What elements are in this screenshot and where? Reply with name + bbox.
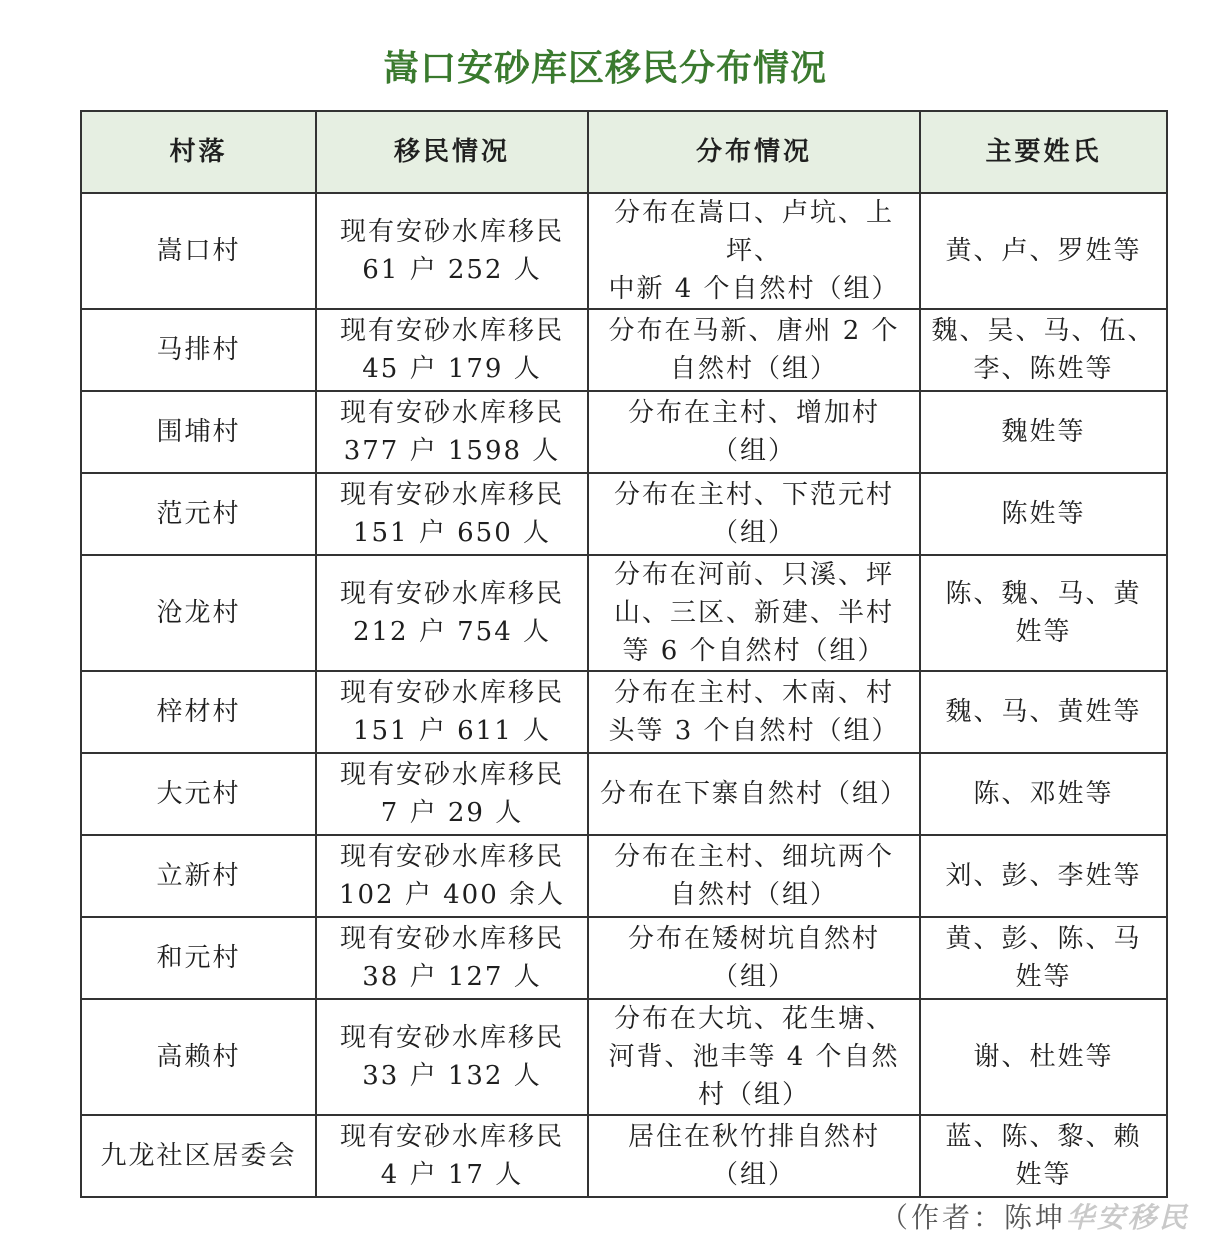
cell-migrants — [316, 671, 588, 753]
cell-distribution — [588, 1115, 920, 1197]
cell-line: 自然村（组） — [669, 354, 838, 384]
cell-line: 黄、彭、陈、马 — [945, 924, 1142, 954]
cell-migrants — [316, 835, 588, 917]
cell-line: 151 户 650 人 — [352, 518, 552, 548]
cell-line: 分布在大坑、花生塘、 — [613, 1004, 894, 1034]
cell-line: 4 户 17 人 — [380, 1160, 524, 1190]
cell-surnames — [920, 917, 1167, 999]
watermark-text: 华安移民 — [1065, 1201, 1190, 1234]
cell-distribution — [588, 753, 920, 835]
table-row — [81, 1115, 1167, 1197]
cell-village: 和元村 — [81, 917, 316, 999]
cell-line: 现有安砂水库移民 — [339, 924, 564, 954]
cell-line: 等 6 个自然村（组） — [622, 636, 886, 666]
cell-line: 自然村（组） — [669, 880, 838, 910]
cell-village: 嵩口村 — [81, 193, 316, 309]
cell-migrants — [316, 193, 588, 309]
cell-line: 现有安砂水库移民 — [339, 760, 564, 790]
cell-migrants — [316, 391, 588, 473]
table-row — [81, 309, 1167, 391]
cell-line: 蓝、陈、黎、赖 — [945, 1122, 1142, 1152]
author-text: （作者：陈坤 — [879, 1201, 1066, 1234]
cell-distribution — [588, 309, 920, 391]
cell-distribution — [588, 555, 920, 671]
cell-line: 38 户 127 人 — [362, 962, 542, 992]
cell-village: 大元村 — [81, 753, 316, 835]
cell-distribution — [588, 999, 920, 1115]
cell-distribution — [588, 391, 920, 473]
cell-surnames — [920, 555, 1167, 671]
cell-migrants — [316, 1115, 588, 1197]
cell-line: 分布在主村、木南、村 — [613, 678, 894, 708]
cell-migrants — [316, 753, 588, 835]
cell-line: 212 户 754 人 — [352, 617, 552, 647]
cell-line: 分布在矮树坑自然村（组） — [627, 924, 880, 992]
page-title: 嵩口安砂库区移民分布情况 — [382, 48, 827, 89]
table-row — [81, 193, 1167, 309]
cell-line: 33 户 132 人 — [362, 1061, 542, 1091]
cell-line: 刘、彭、李姓等 — [945, 861, 1142, 891]
cell-village: 高赖村 — [81, 999, 316, 1115]
cell-surnames — [920, 835, 1167, 917]
table-row — [81, 671, 1167, 753]
cell-line: 分布在下寨自然村（组） — [599, 779, 908, 809]
header-surnames: 主要姓氏 — [920, 111, 1167, 193]
cell-line: 黄、卢、罗姓等 — [945, 236, 1142, 266]
cell-line: 山、三区、新建、半村 — [613, 598, 894, 628]
author-credit — [880, 1196, 1190, 1236]
header-distribution: 分布情况 — [588, 111, 920, 193]
cell-migrants — [316, 917, 588, 999]
header-migrants: 移民情况 — [316, 111, 588, 193]
cell-line: 377 户 1598 人 — [343, 436, 561, 466]
cell-distribution — [588, 917, 920, 999]
cell-migrants — [316, 555, 588, 671]
cell-line: 现有安砂水库移民 — [339, 1122, 564, 1152]
cell-line: 李、陈姓等 — [973, 354, 1114, 384]
cell-surnames — [920, 391, 1167, 473]
cell-line: 姓等 — [1015, 1160, 1072, 1190]
cell-line: 分布在主村、细坑两个 — [613, 842, 894, 872]
cell-line: 分布在主村、下范元村（组） — [613, 480, 894, 548]
header-village: 村落 — [81, 111, 316, 193]
cell-surnames — [920, 193, 1167, 309]
cell-line: 分布在马新、唐州 2 个 — [608, 316, 900, 346]
cell-line: 魏、吴、马、伍、 — [931, 316, 1156, 346]
cell-distribution — [588, 671, 920, 753]
cell-surnames — [920, 999, 1167, 1115]
cell-village: 范元村 — [81, 473, 316, 555]
table-row — [81, 999, 1167, 1115]
cell-migrants — [316, 309, 588, 391]
cell-line: 现有安砂水库移民 — [339, 678, 564, 708]
cell-village: 九龙社区居委会 — [81, 1115, 316, 1197]
migrant-distribution-table — [80, 110, 1168, 1198]
cell-line: 分布在嵩口、卢坑、上坪、 — [613, 198, 894, 266]
cell-line: 河背、池丰等 4 个自然 — [608, 1042, 900, 1072]
cell-surnames — [920, 1115, 1167, 1197]
cell-line: 现有安砂水库移民 — [339, 480, 564, 510]
cell-line: 45 户 179 人 — [362, 354, 542, 384]
cell-migrants — [316, 473, 588, 555]
table-header-row — [81, 111, 1167, 193]
cell-surnames — [920, 473, 1167, 555]
cell-village: 梓材村 — [81, 671, 316, 753]
cell-line: 居住在秋竹排自然村（组） — [627, 1122, 880, 1190]
cell-line: 魏姓等 — [1001, 417, 1086, 447]
cell-line: 现有安砂水库移民 — [339, 842, 564, 872]
cell-line: 现有安砂水库移民 — [339, 217, 564, 247]
cell-line: 魏、马、黄姓等 — [945, 697, 1142, 727]
cell-surnames — [920, 753, 1167, 835]
cell-line: 谢、杜姓等 — [973, 1042, 1114, 1072]
cell-village: 围埔村 — [81, 391, 316, 473]
cell-line: 分布在主村、增加村（组） — [627, 398, 880, 466]
table-row — [81, 473, 1167, 555]
cell-line: 姓等 — [1015, 962, 1072, 992]
cell-line: 村（组） — [697, 1080, 810, 1110]
cell-village: 沧龙村 — [81, 555, 316, 671]
cell-line: 陈、邓姓等 — [973, 779, 1114, 809]
cell-line: 分布在河前、只溪、坪 — [613, 560, 894, 590]
cell-distribution — [588, 835, 920, 917]
cell-line: 61 户 252 人 — [362, 255, 542, 285]
cell-line: 现有安砂水库移民 — [339, 316, 564, 346]
cell-line: 现有安砂水库移民 — [339, 579, 564, 609]
cell-line: 陈、魏、马、黄 — [945, 579, 1142, 609]
cell-line: 姓等 — [1015, 617, 1072, 647]
cell-line: 现有安砂水库移民 — [339, 398, 564, 428]
cell-line: 102 户 400 余人 — [338, 880, 566, 910]
cell-surnames — [920, 309, 1167, 391]
table-row — [81, 555, 1167, 671]
cell-migrants — [316, 999, 588, 1115]
cell-line: 151 户 611 人 — [352, 716, 552, 746]
cell-village: 马排村 — [81, 309, 316, 391]
cell-line: 中新 4 个自然村（组） — [608, 274, 900, 304]
cell-line: 陈姓等 — [1001, 499, 1086, 529]
cell-line: 现有安砂水库移民 — [339, 1023, 564, 1053]
table-row — [81, 917, 1167, 999]
cell-line: 头等 3 个自然村（组） — [608, 716, 900, 746]
cell-surnames — [920, 671, 1167, 753]
table-row — [81, 835, 1167, 917]
cell-village: 立新村 — [81, 835, 316, 917]
cell-line: 7 户 29 人 — [380, 798, 524, 828]
table-row — [81, 391, 1167, 473]
cell-distribution — [588, 193, 920, 309]
cell-distribution — [588, 473, 920, 555]
table-row — [81, 753, 1167, 835]
